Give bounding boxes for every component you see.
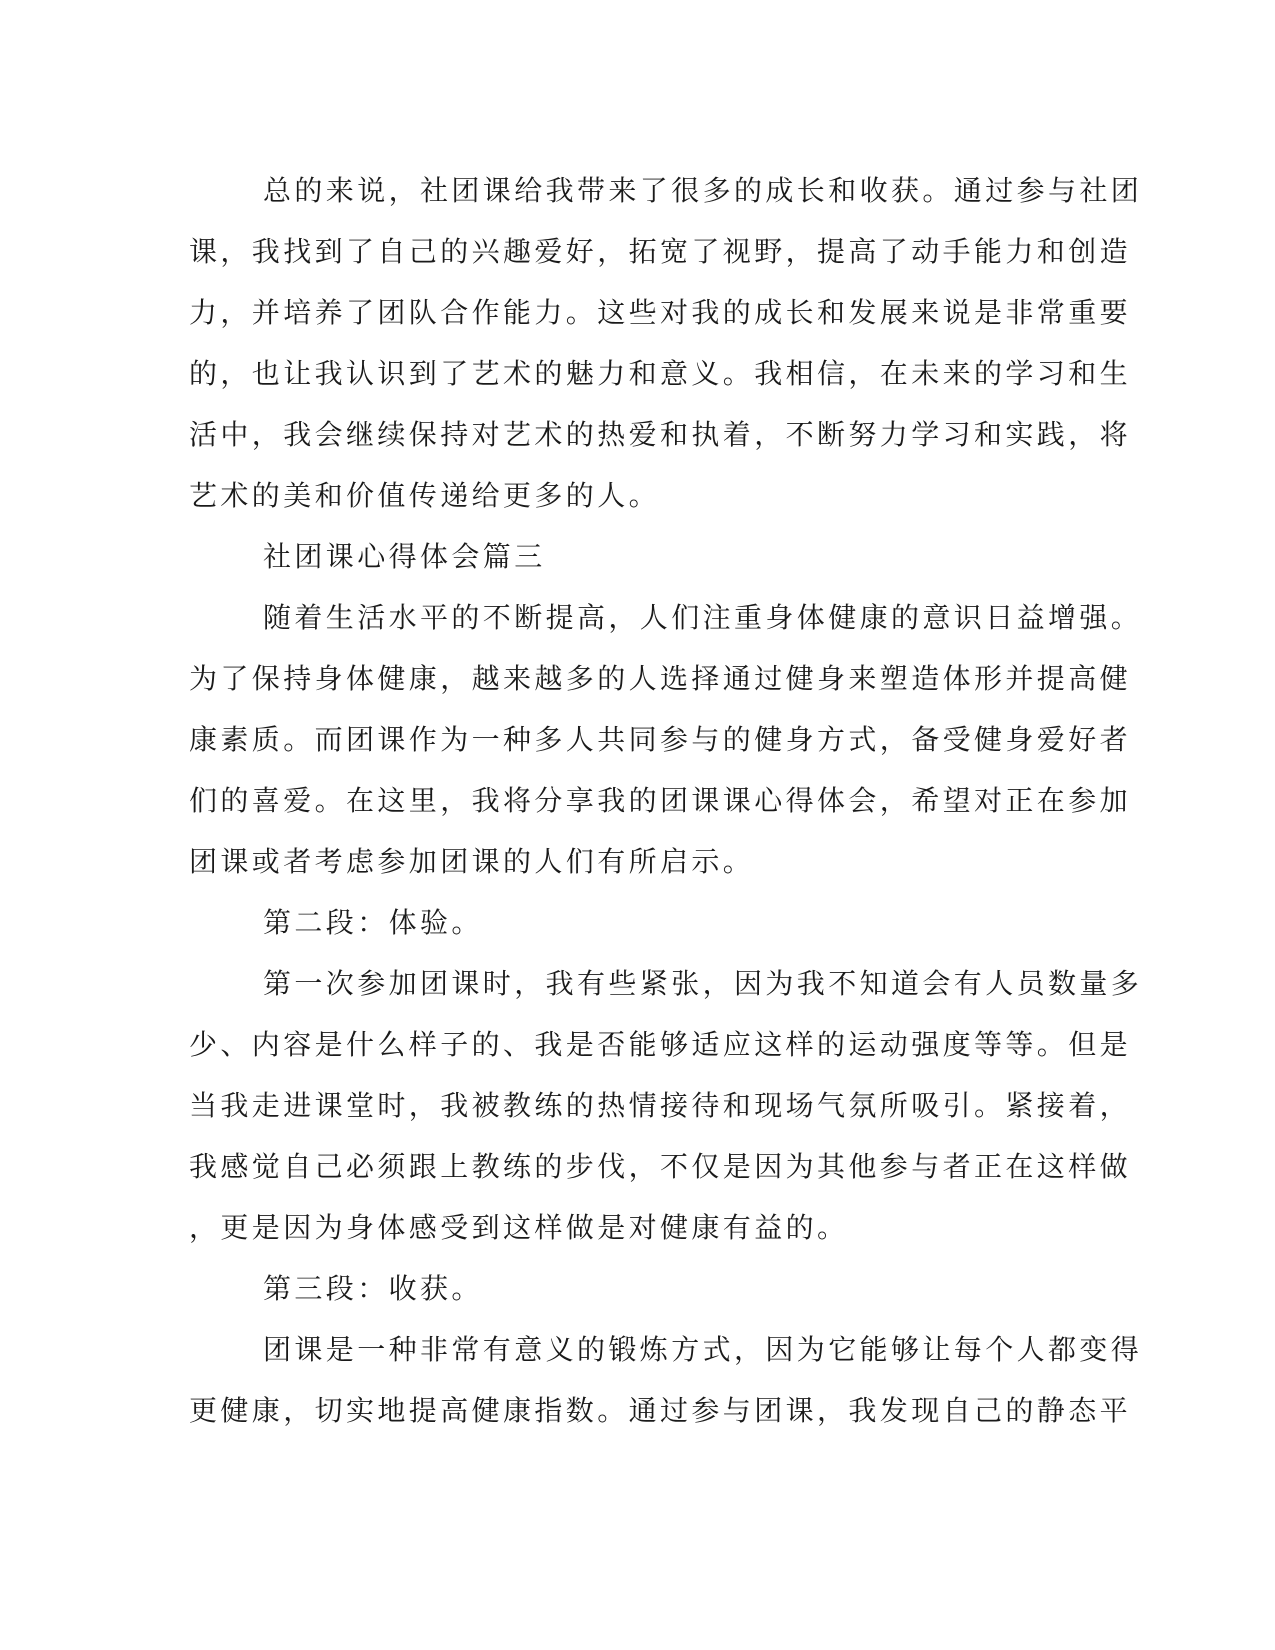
paragraph-line: 第一次参加团课时，我有些紧张，因为我不知道会有人员数量多: [263, 967, 1143, 1000]
paragraph-line: 的，也让我认识到了艺术的魅力和意义。我相信，在未来的学习和生: [189, 357, 1132, 390]
paragraph-line: 康素质。而团课作为一种多人共同参与的健身方式，备受健身爱好者: [189, 723, 1132, 756]
paragraph-line: 少、内容是什么样子的、我是否能够适应这样的运动强度等等。但是: [189, 1028, 1132, 1061]
paragraph-line: 艺术的美和价值传递给更多的人。: [189, 479, 661, 512]
section-heading: 第二段：体验。: [263, 906, 483, 939]
paragraph-line: 当我走进课堂时，我被教练的热情接待和现场气氛所吸引。紧接着，: [189, 1089, 1132, 1122]
paragraph-line: 更健康，切实地提高健康指数。通过参与团课，我发现自己的静态平: [189, 1394, 1132, 1427]
paragraph-line: ，更是因为身体感受到这样做是对健康有益的。: [189, 1211, 849, 1244]
paragraph-line: 力，并培养了团队合作能力。这些对我的成长和发展来说是非常重要: [189, 296, 1132, 329]
section-heading: 第三段：收获。: [263, 1272, 483, 1305]
paragraph-line: 们的喜爱。在这里，我将分享我的团课课心得体会，希望对正在参加: [189, 784, 1132, 817]
paragraph-line: 为了保持身体健康，越来越多的人选择通过健身来塑造体形并提高健: [189, 662, 1132, 695]
paragraph-line: 课，我找到了自己的兴趣爱好，拓宽了视野，提高了动手能力和创造: [189, 235, 1132, 268]
paragraph-line: 总的来说，社团课给我带来了很多的成长和收获。通过参与社团: [263, 174, 1143, 207]
section-heading: 社团课心得体会篇三: [263, 540, 546, 573]
paragraph-line: 活中，我会继续保持对艺术的热爱和执着，不断努力学习和实践，将: [189, 418, 1132, 451]
paragraph-line: 我感觉自己必须跟上教练的步伐，不仅是因为其他参与者正在这样做: [189, 1150, 1132, 1183]
paragraph-line: 随着生活水平的不断提高，人们注重身体健康的意识日益增强。: [263, 601, 1143, 634]
paragraph-line: 团课或者考虑参加团课的人们有所启示。: [189, 845, 755, 878]
paragraph-line: 团课是一种非常有意义的锻炼方式，因为它能够让每个人都变得: [263, 1333, 1143, 1366]
document-body: [189, 160, 1143, 1441]
